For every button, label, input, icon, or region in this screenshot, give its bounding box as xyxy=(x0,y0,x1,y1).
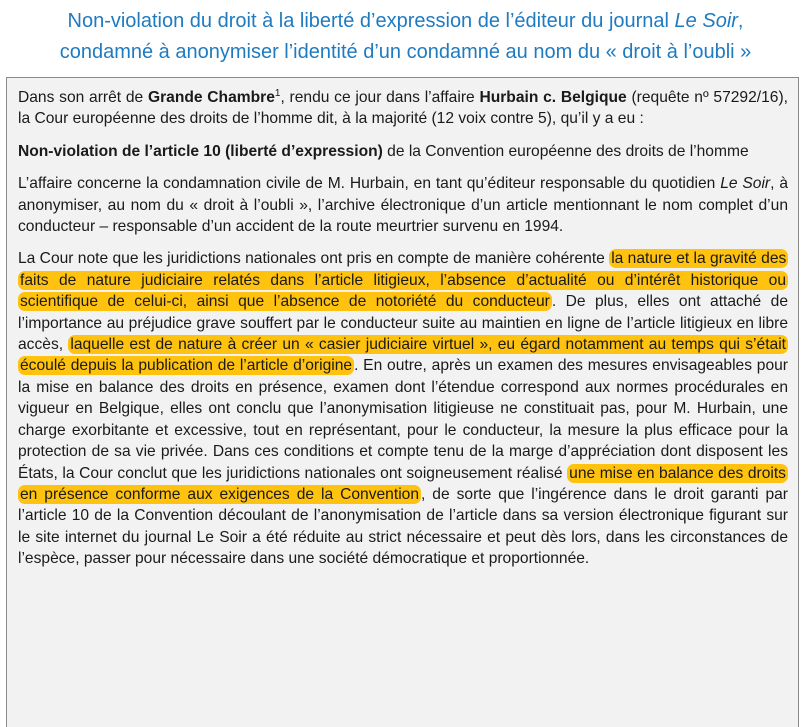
case-name: Hurbain c. Belgique xyxy=(479,89,627,106)
reasoning-text-b: . De plus, elles ont attaché de l’importance au préjudice grave souffert par le conducteur suite au maintien en ligne de l’article litigieux en libre accès, xyxy=(18,293,788,354)
case-text-b: , à anonymiser, au nom du « droit à l’oubli », l’archive électronique d’un article mentionnant le nom complet d’un conducteur – responsable d’un accident de la route meurtrier survenu en 1994. xyxy=(18,175,788,236)
title-line-1 xyxy=(0,6,811,37)
reasoning-text-a: La Cour note que les juridictions nationales ont pris en compte de manière cohérente xyxy=(18,250,610,268)
newspaper-name: Le Soir xyxy=(720,175,771,193)
intro-text-a: Dans son arrêt de xyxy=(18,89,148,106)
intro-text-b: , rendu ce jour dans l’affaire xyxy=(280,89,480,106)
case-text-a: L’affaire concerne la condamnation civile de M. Hurbain, en tant qu’éditeur responsable du quotidien xyxy=(18,175,721,193)
title-line-1-italic: Le Soir xyxy=(674,10,738,32)
title-line-1-text: Non-violation du droit à la liberté d’expression de l’éditeur du journal xyxy=(67,10,675,32)
intro-text-c: (requête nº 57292/16), la Cour européenne des droits de l’homme dit, à la majorité (12 voix contre 5), qu’il y a eu : xyxy=(18,89,788,128)
title-line-2: condamné à anonymiser l’identité d’un condamné au nom du « droit à l’oubli » xyxy=(59,41,752,63)
reasoning-text-c: . En outre, après un examen des mesures envisageables pour la mise en balance des droits en présence, examen dont l’étendue correspond aux normes procédurales en vigueur en Belgique, elles ont conclu que l’anonymisation litigieuse ne constituait pas, pour M. Hurbain, une charge exorbitante et excessive, tout en représentant, pour le conducteur, la mesure la plus efficace pour la protection de sa vie privée. Dans ces conditions et compte tenu de la marge d’appréciation dont disposent les États, la Cour conclut que les juridictions nationales ont soigneusement réalisé xyxy=(18,357,788,482)
intro-paragraph xyxy=(18,87,788,130)
reasoning-text-d: , de sorte que l’ingérence dans le droit garanti par l’article 10 de la Convention découlant de l’anonymisation de l’article dans sa version électronique figurant sur le site internet du journal Le Soir a été réduite au strict nécessaire et peut dès lors, dans les circonstances de l’espèce, passer pour nécessaire dans une société démocratique et proportionnée. xyxy=(18,485,788,568)
verdict-paragraph xyxy=(18,141,788,162)
footnote-ref-link[interactable]: 1 xyxy=(274,87,281,99)
verdict-rest: de la Convention européenne des droits de l’homme xyxy=(382,142,749,160)
press-release-title xyxy=(0,6,811,68)
highlight-3: une mise en balance des droits en présence conforme aux exigences de la Convention xyxy=(20,464,786,503)
verdict-label: Non-violation de l’article 10 (liberté d’expression) xyxy=(18,142,383,160)
grand-chamber-label: Grande Chambre xyxy=(147,89,275,106)
highlight-2: laquelle est de nature à créer un « casier judiciaire virtuel », eu égard notamment au temps qui s’était écoulé depuis la publication de l’article d’origine xyxy=(20,336,786,375)
case-summary-paragraph xyxy=(18,173,788,237)
highlight-1: la nature et la gravité des faits de nature judiciaire relatés dans l’article litigieux, l’absence d’actualité ou d’intérêt historique ou scientifique de celui-ci, ainsi que l’absence de notoriété du conducteur xyxy=(20,250,787,311)
court-reasoning-paragraph xyxy=(18,248,788,569)
summary-box xyxy=(6,77,799,727)
title-line-1-comma: , xyxy=(737,10,744,32)
